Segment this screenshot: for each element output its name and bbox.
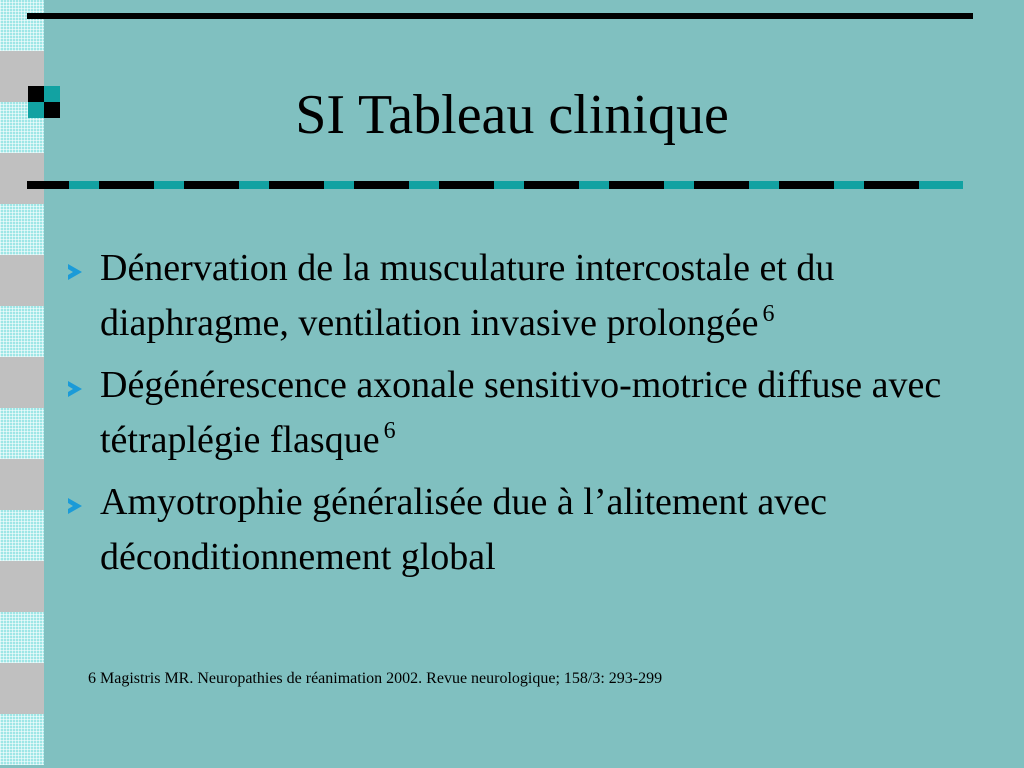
stripe-block (0, 510, 44, 561)
top-rule (27, 13, 973, 19)
stripe-block (0, 408, 44, 459)
stripe-block (0, 459, 44, 510)
arrow-bullet-icon (68, 381, 82, 397)
bullet-text: Dénervation de la musculature intercostale et du diaphragme, ventilation invasive prolongée (100, 247, 835, 344)
list-item (64, 358, 984, 468)
stripe-block (0, 306, 44, 357)
reference-superscript: 6 (383, 418, 396, 444)
slide-title: SI Tableau clinique (295, 84, 729, 146)
bullet-list (64, 241, 984, 592)
reference-superscript: 6 (762, 301, 775, 327)
stripe-block (0, 0, 44, 51)
stripe-block (0, 612, 44, 663)
stripe-block (0, 357, 44, 408)
stripe-block (0, 663, 44, 714)
arrow-bullet-icon (68, 498, 82, 514)
stripe-block (0, 714, 44, 765)
stripe-block (0, 204, 44, 255)
footnote-reference: 6 Magistris MR. Neuropathies de réanimation 2002. Revue neurologique; 158/3: 293-299 (88, 670, 663, 687)
list-item (64, 241, 984, 351)
arrow-bullet-icon (68, 264, 82, 280)
bullet-text: Dégénérescence axonale sensitivo-motrice diffuse avec tétraplégie flasque (100, 364, 942, 461)
stripe-block (0, 153, 44, 204)
bullet-text: Amyotrophie généralisée due à l’alitement avec déconditionnement global (100, 481, 827, 578)
stripe-block (0, 561, 44, 612)
list-item (64, 475, 984, 585)
dashed-rule (27, 181, 963, 189)
stripe-block (0, 255, 44, 306)
